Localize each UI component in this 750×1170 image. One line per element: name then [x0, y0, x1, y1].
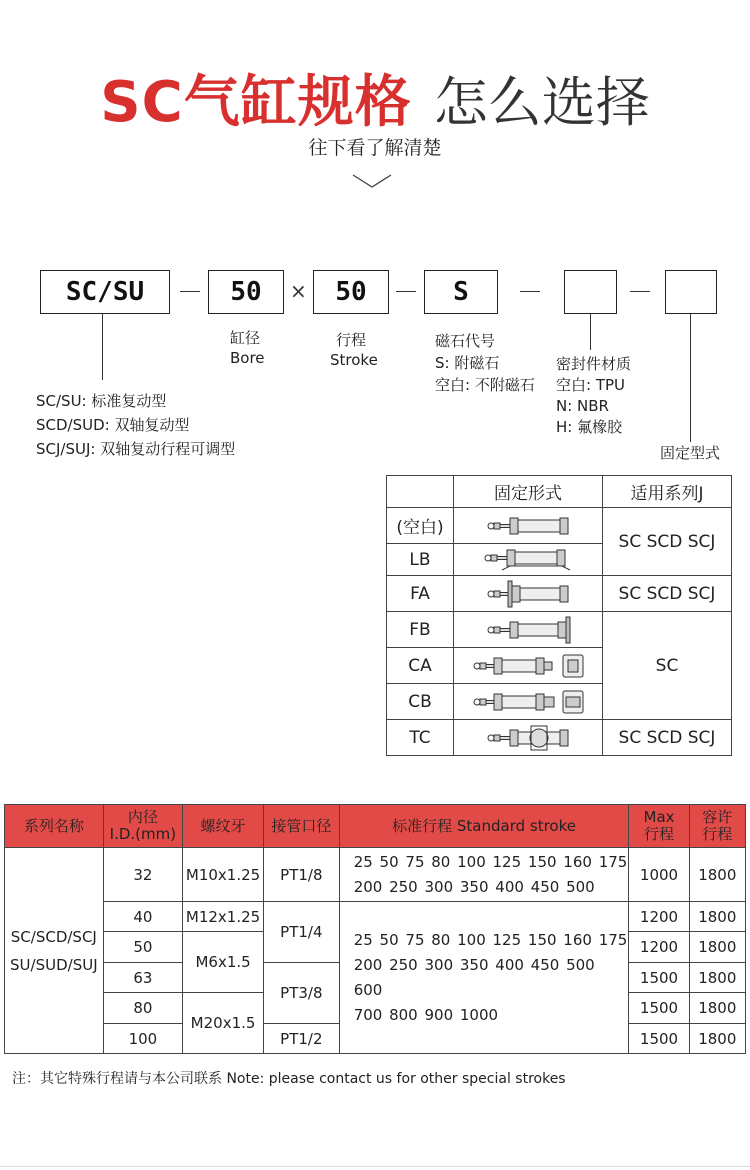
cylinder-fa-icon: [454, 576, 603, 612]
cylinder-fb-icon: [454, 612, 603, 648]
cylinder-lb-icon: [454, 544, 603, 576]
series-descriptions: SC/SU: 标准复动型 SCD/SUD: 双轴复动型 SCJ/SUJ: 双轴复动行程可调型: [36, 392, 236, 458]
times-sign: ×: [290, 279, 307, 303]
table-row: LB: [387, 544, 732, 576]
mount-leader-line: [690, 314, 691, 442]
table-row: 100 PT1/2 1500 1800: [5, 1024, 746, 1054]
cylinder-basic-icon: [454, 508, 603, 544]
spec-table: [4, 804, 746, 1054]
bore-code-box: 50: [208, 270, 284, 314]
thread-header: 螺纹牙: [183, 805, 264, 848]
page-title: [0, 58, 750, 138]
table-row: 63 PT3/8 1500 1800: [5, 963, 746, 993]
stroke-list: 25 50 75 80 100 125 150 160 175 200 250 300 350 400 450 500: [339, 848, 629, 902]
table-row: 50 M6x1.5 1200 1800: [5, 932, 746, 963]
bore-label: 缸径 Bore: [230, 329, 265, 367]
mount-type-header: 固定形式: [454, 476, 603, 508]
seal-label: 密封件材质 空白: TPU N: NBR H: 氟橡胶: [556, 355, 632, 436]
series-header: 适用系列J: [603, 476, 732, 508]
cylinder-tc-icon: [454, 720, 603, 756]
port-header: 接管口径: [263, 805, 339, 848]
magnet-label: 磁石代号 S: 附磁石 空白: 不附磁石: [435, 332, 535, 394]
series-code-box: SC/SU: [40, 270, 170, 314]
series-name-header: 系列名称: [5, 805, 104, 848]
magnet-code-box: S: [424, 270, 498, 314]
table-row: SC/SCD/SCJ SU/SUD/SUJ 32 M10x1.25 PT1/8 25 50 75 80 100 125 150 160 175 200 250 300 350 400 450 500 1000 1800: [5, 848, 746, 902]
mount-code-box: [665, 270, 717, 314]
dash-separator: [520, 291, 540, 292]
table-row: FA SC SCD SCJ: [387, 576, 732, 612]
table-row: (空白) SC SCD SCJ: [387, 508, 732, 544]
seal-code-box: [564, 270, 617, 314]
table-row: 40 M12x1.25 PT1/4 25 50 75 80 100 125 150 160 175 200 250 300 350 400 450 500 600 700 800 900 1000 1200 1800: [5, 902, 746, 932]
mount-table-blank-header: [387, 476, 454, 508]
series-leader-line: [102, 314, 103, 380]
series-name-cell: SC/SCD/SCJ SU/SUD/SUJ: [5, 848, 104, 1054]
seal-leader-line: [590, 314, 591, 350]
dash-separator: [396, 291, 416, 292]
bore-header: 内径 I.D.(mm): [103, 805, 182, 848]
max-stroke-header: Max 行程: [629, 805, 689, 848]
footnote: 注：其它特殊行程请与本公司联系 Note: please contact us for other special strokes: [12, 1071, 566, 1087]
series-cell: SC SCD SCJ: [603, 508, 732, 576]
stroke-list: 25 50 75 80 100 125 150 160 175 200 250 300 350 400 450 500 600 700 800 900 1000: [339, 902, 629, 1054]
table-row: CA: [387, 648, 732, 684]
table-row: CB: [387, 684, 732, 720]
dash-separator: [630, 291, 650, 292]
title-gray: 怎么选择: [433, 71, 650, 134]
cylinder-cb-icon: [454, 684, 603, 720]
dash-separator: [180, 291, 200, 292]
table-row: 80 M20x1.5 1500 1800: [5, 993, 746, 1024]
chevron-down-icon: [352, 173, 392, 189]
mount-label: 固定型式: [660, 444, 721, 462]
mount-table: [386, 475, 732, 756]
table-row: FB SC: [387, 612, 732, 648]
title-red: SC气缸规格: [100, 70, 412, 135]
allow-stroke-header: 容许 行程: [689, 805, 745, 848]
table-row: TC SC SCD SCJ: [387, 720, 732, 756]
subtitle: 往下看了解清楚: [308, 137, 442, 159]
cylinder-ca-icon: [454, 648, 603, 684]
stroke-header: 标准行程 Standard stroke: [339, 805, 629, 848]
series-cell: SC: [603, 612, 732, 720]
divider: [0, 1166, 750, 1167]
series-cell: SC SCD SCJ: [603, 576, 732, 612]
stroke-label: 行程 Stroke: [330, 331, 378, 369]
series-cell: SC SCD SCJ: [603, 720, 732, 756]
stroke-code-box: 50: [313, 270, 389, 314]
